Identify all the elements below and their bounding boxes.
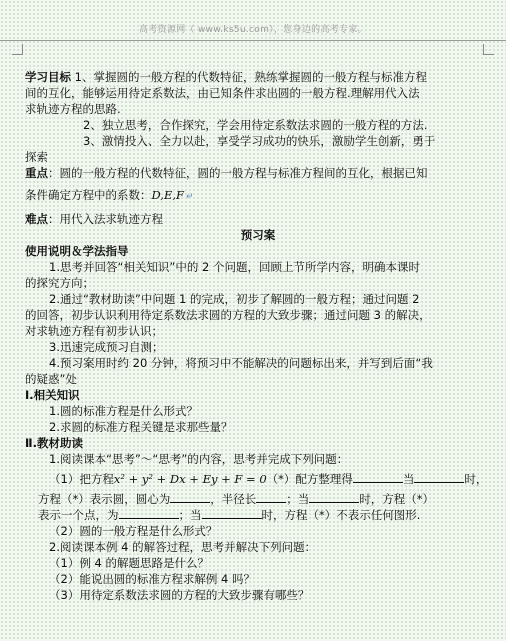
textbook-q2: （2）圆的一般方程是什么形式？ <box>49 524 218 538</box>
goal-label: 学习目标 <box>25 70 71 84</box>
usage-p2-cont-1: 的回答，初步认识利用待定系数法求圆的方程的大致步骤；通过问题 3 的解决， <box>25 308 431 322</box>
usage-p2-cont-2: 对求轨迹方程有初步认识； <box>25 324 163 338</box>
goal-item-2: 2、独立思考，合作探究，学会用待定系数法求圆的一般方程的方法. <box>83 118 428 132</box>
equation-line-3: 表示一个点，为 ；当 时，方程（*）不表示任何图形. <box>38 508 421 522</box>
usage-p3: 3.迅速完成预习自测； <box>49 340 164 354</box>
usage-p4-cont: 的疑惑”处 <box>25 372 77 386</box>
usage-p4: 4.预习案用时约 20 分钟，将预习中不能解决的问题标出来，并写到后面“我 <box>49 356 433 370</box>
blank-field[interactable] <box>414 472 464 483</box>
textbook-s3: （3）用待定系数法求圆的方程的大致步骤有哪些？ <box>49 588 310 602</box>
key-line-1: 重点：圆的一般方程的代数特征，圆的一般方程与标准方程间的互化，根据已知 <box>25 166 428 180</box>
document-body <box>25 69 491 603</box>
goal-item-3-cont: 探索 <box>25 150 48 164</box>
coefficients: D,E,F <box>151 188 184 202</box>
corner-mark-right <box>483 44 494 55</box>
blank-field[interactable] <box>170 492 210 503</box>
header-divider <box>0 40 506 41</box>
goal-item-3: 3、激情投入、全力以赴，享受学习成功的快乐，激励学生创新，勇于 <box>83 134 436 148</box>
related-q1: 1.圆的标准方程是什么形式？ <box>49 404 198 418</box>
goal-line-3: 求轨迹方程的思路. <box>25 102 121 116</box>
blank-field[interactable] <box>256 492 286 503</box>
blank-field[interactable] <box>202 508 262 519</box>
equation-line-2: 方程（*）表示圆，圆心为 ，半径长 ；当 时，方程（*） <box>38 492 434 506</box>
textbook-s1: （1）例 4 的解题思路是什么？ <box>49 556 209 570</box>
key-line-2: 条件确定方程中的系数：D,E,F ↵ <box>25 188 194 202</box>
blank-field[interactable] <box>309 492 359 503</box>
difficult-line: 难点：用代入法求轨迹方程 <box>25 212 163 226</box>
page-header: 高考资源网（ www.ks5u.com），您身边的高考专家。 <box>139 25 367 35</box>
difficult-label: 难点 <box>25 212 48 226</box>
textbook-item-1: 1.阅读课本“思考”～“思考”的内容，思考并完成下列问题： <box>49 452 349 466</box>
usage-p1-cont: 的探究方向； <box>25 276 94 290</box>
key-label: 重点 <box>25 166 48 180</box>
usage-title: 使用说明＆学法指导 <box>25 244 129 258</box>
corner-mark-left <box>12 44 23 55</box>
blank-field[interactable] <box>119 508 179 519</box>
equation-line: （1）把方程x² + y² + Dx + Ey + F = 0（*）配方整理得 当 时， <box>49 472 488 486</box>
blank-field[interactable] <box>353 472 403 483</box>
preview-title: 预习案 <box>240 228 276 242</box>
textbook-item-2: 2.阅读课本例 4 的解答过程，思考并解决下列问题： <box>49 540 317 554</box>
textbook-title: Ⅱ.教材助读 <box>25 436 83 450</box>
goal-line-2: 间的互化，能够运用待定系数法，由已知条件求出圆的一般方程.理解用代入法 <box>25 86 420 100</box>
related-q2: 2.求圆的标准方程关键是求那些量？ <box>49 420 233 434</box>
circle-equation: x² + y² + Dx + Ey + F = 0 <box>113 472 267 486</box>
goal-line-1: 学习目标 1、掌握圆的一般方程的代数特征，熟练掌握圆的一般方程与标准方程 <box>25 70 427 84</box>
related-title: Ⅰ.相关知识 <box>25 388 80 402</box>
usage-p2: 2.通过“教材助读”中问题 1 的完成，初步了解圆的一般方程；通过问题 2 <box>49 292 420 306</box>
textbook-s2: （2）能说出圆的标准方程求解例 4 吗？ <box>49 572 255 586</box>
usage-p1: 1.思考并回答“相关知识”中的 2 个问题，回顾上节所学内容，明确本课时 <box>49 260 421 274</box>
